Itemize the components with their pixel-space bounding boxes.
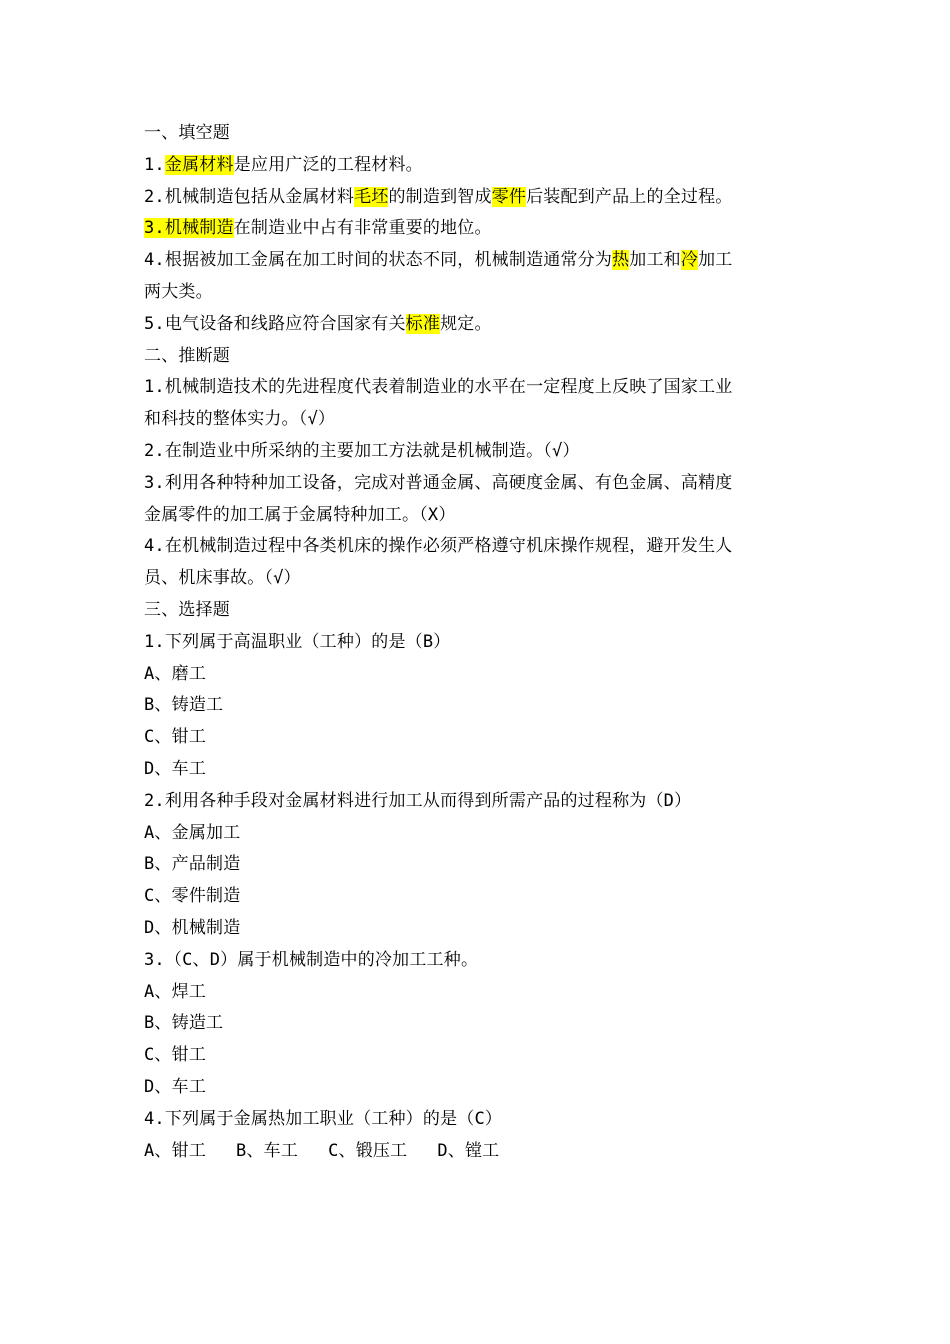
choice-question-4-options — [144, 1136, 814, 1168]
section-title-fill-in: 一、填空题 — [144, 123, 230, 143]
judgment-question-3-continued: 金属零件的加工属于金属特种加工。（X） — [144, 504, 456, 525]
highlighted-answer: 热 — [612, 250, 630, 271]
question-text: 5.电气设备和线路应符合国家有关 — [144, 313, 406, 334]
question-text: 的制造到智成 — [388, 186, 492, 207]
question-text: 加工和 — [629, 250, 681, 271]
fill-in-question-2 — [144, 182, 814, 214]
option-b: B、铸造工 — [144, 695, 224, 716]
judgment-question-1: 1.机械制造技术的先进程度代表着制造业的水平在一定程度上反映了国家工业 — [144, 377, 733, 398]
fill-in-question-3 — [144, 213, 814, 245]
question-text: 规定。 — [440, 313, 492, 334]
option-c: C、零件制造 — [144, 886, 241, 907]
highlighted-answer: 金属材料 — [164, 154, 234, 175]
option-b: B、铸造工 — [144, 1013, 224, 1034]
question-text: 2.机械制造包括从金属材料 — [144, 186, 355, 207]
option-d: D、车工 — [144, 1076, 207, 1097]
section-title-choice: 三、选择题 — [144, 599, 230, 620]
judgment-question-2: 2.在制造业中所采纳的主要加工方法就是机械制造。（√） — [144, 440, 580, 461]
question-text: 4.根据被加工金属在加工时间的状态不同，机械制造通常分为 — [144, 250, 613, 271]
option-d: D、机械制造 — [144, 917, 241, 938]
option-a: A、焊工 — [144, 981, 207, 1002]
option-b: B、车工 — [236, 1140, 299, 1161]
option-c: C、锻压工 — [328, 1140, 408, 1161]
choice-question-1: 1.下列属于高温职业（工种）的是（B） — [144, 631, 451, 652]
highlighted-answer: 毛坯 — [354, 186, 389, 207]
choice-question-3: 3.（C、D）属于机械制造中的冷加工工种。 — [144, 949, 479, 970]
highlighted-answer: 标准 — [405, 313, 441, 334]
question-text: 是应用广泛的工程材料。 — [233, 154, 423, 175]
option-d: D、镗工 — [437, 1140, 500, 1161]
document-page — [144, 118, 814, 1167]
option-a: A、金属加工 — [144, 822, 241, 843]
option-d: D、车工 — [144, 758, 207, 779]
question-text: 加工 — [698, 250, 733, 271]
section-title-judgment: 二、推断题 — [144, 345, 230, 366]
option-a: A、磨工 — [144, 663, 207, 684]
option-b: B、产品制造 — [144, 854, 241, 875]
option-c: C、钳工 — [144, 727, 207, 748]
fill-in-question-1 — [144, 150, 814, 182]
fill-in-question-4 — [144, 245, 814, 277]
judgment-question-3: 3.利用各种特种加工设备，完成对普通金属、高硬度金属、有色金属、高精度 — [144, 472, 733, 493]
highlighted-answer: 3.机械制造 — [144, 218, 234, 239]
judgment-question-1-continued: 和科技的整体实力。（√） — [144, 409, 336, 430]
highlighted-answer: 冷 — [680, 250, 699, 271]
judgment-question-4-continued: 员、机床事故。（√） — [144, 568, 301, 589]
question-text: 后装配到产品上的全过程。 — [526, 186, 733, 207]
option-a: A、钳工 — [144, 1140, 207, 1161]
judgment-question-4: 4.在机械制造过程中各类机床的操作必须严格遵守机床操作规程，避开发生人 — [144, 536, 733, 557]
fill-in-question-4-continued: 两大类。 — [144, 281, 213, 302]
fill-in-question-5 — [144, 309, 814, 341]
choice-question-2: 2.利用各种手段对金属材料进行加工从而得到所需产品的过程称为（D） — [144, 790, 692, 811]
choice-question-4: 4.下列属于金属热加工职业（工种）的是（C） — [144, 1108, 503, 1129]
question-text: 1. — [144, 154, 165, 175]
option-c: C、钳工 — [144, 1045, 207, 1066]
highlighted-answer: 零件 — [491, 186, 527, 207]
question-text: 在制造业中占有非常重要的地位。 — [233, 218, 492, 239]
